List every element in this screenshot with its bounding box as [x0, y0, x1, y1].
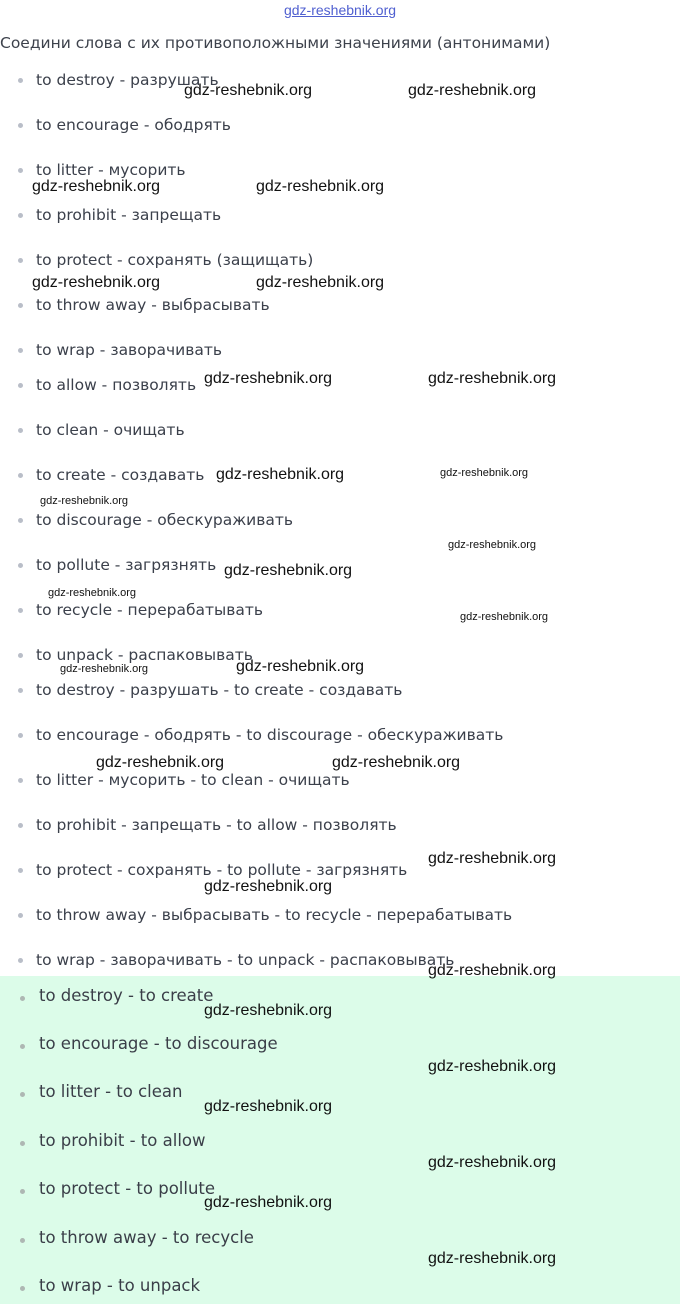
list-item-text: to clean - очищать	[36, 421, 185, 439]
bullet-icon	[20, 1092, 25, 1097]
watermark: gdz-reshebnik.org	[236, 658, 365, 675]
watermark: gdz-reshebnik.org	[428, 1058, 557, 1075]
list-item-text: to destroy - to create	[39, 986, 214, 1005]
bullet-icon	[18, 868, 23, 873]
bullet-icon	[20, 1238, 25, 1243]
bullet-icon	[18, 958, 23, 963]
list-item-text: to litter - мусорить	[36, 161, 186, 179]
bullet-icon	[18, 168, 23, 173]
watermark: gdz-reshebnik.org	[224, 562, 353, 579]
watermark: gdz-reshebnik.org	[32, 178, 161, 195]
list-item-text: to protect - сохранять - to pollute - загрязнять	[36, 861, 408, 879]
list-item-text: to wrap - to unpack	[39, 1276, 201, 1295]
bullet-icon	[18, 778, 23, 783]
bullet-icon	[20, 996, 25, 1001]
bullet-icon	[20, 1286, 25, 1291]
watermark: gdz-reshebnik.org	[332, 754, 461, 771]
list-item-text: to litter - to clean	[39, 1082, 183, 1101]
bullet-icon	[18, 123, 23, 128]
watermark: gdz-reshebnik.org	[460, 611, 549, 623]
answer-panel	[0, 976, 680, 1304]
bullet-icon	[18, 383, 23, 388]
list-item-text: to encourage - ободрять	[36, 116, 231, 134]
bullet-icon	[18, 913, 23, 918]
list-item-text: to prohibit - запрещать - to allow - позволять	[36, 816, 397, 834]
bullet-icon	[18, 78, 23, 83]
list-item-text: to encourage - to discourage	[39, 1034, 278, 1053]
watermark: gdz-reshebnik.org	[428, 962, 557, 979]
bullet-icon	[18, 688, 23, 693]
bullet-icon	[20, 1141, 25, 1146]
bullet-icon	[18, 258, 23, 263]
watermark: gdz-reshebnik.org	[216, 466, 345, 483]
watermark: gdz-reshebnik.org	[204, 1002, 333, 1019]
list-item-text: to unpack - распаковывать	[36, 646, 253, 664]
list-item-text: to prohibit - to allow	[39, 1131, 206, 1150]
list-item-text: to wrap - заворачивать	[36, 341, 223, 359]
list-item-text: to litter - мусорить - to clean - очищать	[36, 771, 350, 789]
watermark: gdz-reshebnik.org	[256, 178, 385, 195]
watermark: gdz-reshebnik.org	[428, 1250, 557, 1267]
watermark: gdz-reshebnik.org	[428, 370, 557, 387]
watermark: gdz-reshebnik.org	[204, 1098, 333, 1115]
watermark: gdz-reshebnik.org	[60, 663, 149, 675]
watermark: gdz-reshebnik.org	[48, 587, 137, 599]
watermark: gdz-reshebnik.org	[428, 850, 557, 867]
watermark: gdz-reshebnik.org	[204, 370, 333, 387]
watermark: gdz-reshebnik.org	[440, 467, 529, 479]
watermark: gdz-reshebnik.org	[204, 1194, 333, 1211]
bullet-icon	[18, 428, 23, 433]
watermark: gdz-reshebnik.org	[408, 82, 537, 99]
watermark: gdz-reshebnik.org	[448, 539, 537, 551]
list-item-text: to throw away - to recycle	[39, 1228, 254, 1247]
list-item-text: to throw away - выбрасывать	[36, 296, 270, 314]
bullet-icon	[18, 608, 23, 613]
bullet-icon	[18, 563, 23, 568]
watermark: gdz-reshebnik.org	[204, 878, 333, 895]
list-item-text: to protect - to pollute	[39, 1179, 216, 1198]
bullet-icon	[18, 303, 23, 308]
list-item-text: to recycle - перерабатывать	[36, 601, 264, 619]
list-item-text: to throw away - выбрасывать - to recycle - перерабатывать	[36, 906, 513, 924]
list-item-text: to encourage - ободрять - to discourage - обескураживать	[36, 726, 504, 744]
list-item-text: to protect - сохранять (защищать)	[36, 251, 314, 269]
bullet-icon	[20, 1189, 25, 1194]
list-item-text: to discourage - обескураживать	[36, 511, 294, 529]
list-item-text: to create - создавать	[36, 466, 205, 484]
task-instruction: Соедини слова с их противоположными значениями (антонимами)	[0, 34, 551, 52]
bullet-icon	[18, 473, 23, 478]
list-item-text: to wrap - заворачивать - to unpack - распаковывать	[36, 951, 455, 969]
list-item-text: to destroy - разрушать - to create - создавать	[36, 681, 403, 699]
watermark: gdz-reshebnik.org	[184, 82, 313, 99]
bullet-icon	[18, 518, 23, 523]
list-item-text: to destroy - разрушать	[36, 71, 219, 89]
watermark: gdz-reshebnik.org	[32, 274, 161, 291]
watermark: gdz-reshebnik.org	[428, 1154, 557, 1171]
watermark: gdz-reshebnik.org	[96, 754, 225, 771]
list-item-text: to allow - позволять	[36, 376, 197, 394]
watermark: gdz-reshebnik.org	[256, 274, 385, 291]
list-item-text: to pollute - загрязнять	[36, 556, 217, 574]
bullet-icon	[18, 213, 23, 218]
list-item-text: to prohibit - запрещать	[36, 206, 222, 224]
bullet-icon	[20, 1044, 25, 1049]
bullet-icon	[18, 733, 23, 738]
bullet-icon	[18, 348, 23, 353]
bullet-icon	[18, 823, 23, 828]
bullet-icon	[18, 653, 23, 658]
header-watermark[interactable]: gdz-reshebnik.org	[283, 2, 397, 18]
watermark: gdz-reshebnik.org	[40, 495, 129, 507]
